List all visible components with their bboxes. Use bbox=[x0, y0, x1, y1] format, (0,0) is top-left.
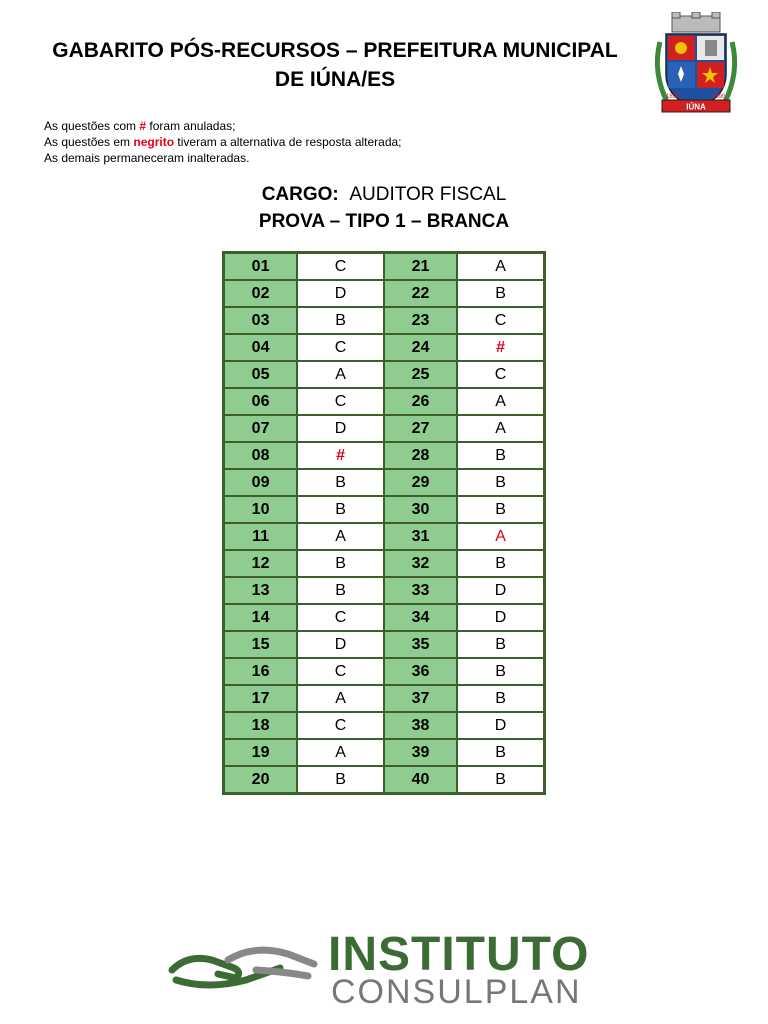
answer-cell: B bbox=[297, 577, 384, 604]
answer-cell: D bbox=[457, 577, 544, 604]
question-number: 09 bbox=[224, 469, 297, 496]
answer-cell: A bbox=[297, 523, 384, 550]
question-number: 17 bbox=[224, 685, 297, 712]
question-number: 30 bbox=[384, 496, 457, 523]
answer-cell: # bbox=[297, 442, 384, 469]
question-number: 07 bbox=[224, 415, 297, 442]
table-row bbox=[224, 469, 544, 496]
table-row bbox=[224, 550, 544, 577]
answer-cell: A bbox=[457, 415, 544, 442]
answer-cell: D bbox=[297, 280, 384, 307]
question-number: 23 bbox=[384, 307, 457, 334]
answer-cell: B bbox=[457, 496, 544, 523]
answer-cell: D bbox=[297, 631, 384, 658]
table-row bbox=[224, 415, 544, 442]
question-number: 19 bbox=[224, 739, 297, 766]
cargo-label: CARGO: bbox=[261, 184, 339, 205]
answer-cell: C bbox=[297, 253, 384, 280]
answer-cell: B bbox=[457, 469, 544, 496]
logo-text-consulplan: CONSULPLAN bbox=[331, 973, 582, 1011]
question-number: 40 bbox=[384, 766, 457, 793]
question-number: 21 bbox=[384, 253, 457, 280]
logo-text-instituto: INSTITUTO bbox=[328, 928, 590, 981]
bold-mark: negrito bbox=[133, 135, 175, 149]
answer-cell: C bbox=[297, 604, 384, 631]
question-number: 37 bbox=[384, 685, 457, 712]
title-line-1: GABARITO PÓS-RECURSOS – PREFEITURA MUNICIPAL bbox=[52, 39, 618, 62]
title-line-2: DE IÚNA/ES bbox=[274, 68, 396, 91]
question-number: 04 bbox=[224, 334, 297, 361]
answer-cell: B bbox=[457, 766, 544, 793]
table-row bbox=[224, 442, 544, 469]
question-number: 27 bbox=[384, 415, 457, 442]
crest-year-right: 1890 bbox=[712, 94, 726, 100]
question-number: 14 bbox=[224, 604, 297, 631]
answer-cell: B bbox=[297, 469, 384, 496]
note-annulled: As questões com # foram anuladas; bbox=[44, 119, 236, 133]
question-number: 15 bbox=[224, 631, 297, 658]
answer-cell: A bbox=[457, 388, 544, 415]
note-changed: As questões em negrito tiveram a alternativa de resposta alterada; bbox=[44, 135, 402, 149]
table-row bbox=[224, 739, 544, 766]
table-row bbox=[224, 685, 544, 712]
question-number: 22 bbox=[384, 280, 457, 307]
answer-cell: B bbox=[297, 496, 384, 523]
question-number: 29 bbox=[384, 469, 457, 496]
table-row bbox=[224, 577, 544, 604]
answer-cell: C bbox=[297, 658, 384, 685]
table-row bbox=[224, 658, 544, 685]
question-number: 13 bbox=[224, 577, 297, 604]
question-number: 18 bbox=[224, 712, 297, 739]
question-number: 01 bbox=[224, 253, 297, 280]
answer-cell: C bbox=[457, 361, 544, 388]
question-number: 34 bbox=[384, 604, 457, 631]
question-number: 39 bbox=[384, 739, 457, 766]
notes-block bbox=[44, 118, 402, 166]
table-row bbox=[224, 334, 544, 361]
table-row bbox=[224, 712, 544, 739]
crest-ribbon-text: IÚNA bbox=[686, 102, 706, 112]
hash-mark: # bbox=[139, 119, 147, 133]
handshake-icon bbox=[168, 940, 318, 992]
cargo-value: AUDITOR FISCAL bbox=[349, 184, 507, 205]
question-number: 25 bbox=[384, 361, 457, 388]
answer-cell: A bbox=[457, 523, 544, 550]
answer-cell: B bbox=[457, 658, 544, 685]
answer-cell: B bbox=[457, 280, 544, 307]
table-row bbox=[224, 496, 544, 523]
answer-cell: D bbox=[297, 415, 384, 442]
question-number: 03 bbox=[224, 307, 297, 334]
question-number: 11 bbox=[224, 523, 297, 550]
answer-cell: # bbox=[457, 334, 544, 361]
table-row bbox=[224, 604, 544, 631]
answer-cell: A bbox=[297, 739, 384, 766]
question-number: 38 bbox=[384, 712, 457, 739]
answer-cell: B bbox=[297, 307, 384, 334]
answer-key-table bbox=[222, 251, 546, 795]
table-row bbox=[224, 631, 544, 658]
question-number: 16 bbox=[224, 658, 297, 685]
answer-cell: D bbox=[457, 604, 544, 631]
answer-cell: B bbox=[457, 442, 544, 469]
question-number: 08 bbox=[224, 442, 297, 469]
table-row bbox=[224, 388, 544, 415]
answer-cell: B bbox=[297, 550, 384, 577]
answer-cell: B bbox=[457, 739, 544, 766]
question-number: 12 bbox=[224, 550, 297, 577]
question-number: 36 bbox=[384, 658, 457, 685]
question-number: 35 bbox=[384, 631, 457, 658]
answer-cell: C bbox=[297, 712, 384, 739]
municipal-crest-icon bbox=[648, 12, 744, 122]
answer-cell: B bbox=[457, 685, 544, 712]
prova-heading: PROVA – TIPO 1 – BRANCA bbox=[258, 211, 510, 232]
answer-cell: C bbox=[297, 388, 384, 415]
table-row bbox=[224, 280, 544, 307]
answer-cell: A bbox=[297, 361, 384, 388]
answer-cell: A bbox=[457, 253, 544, 280]
answer-cell: B bbox=[457, 631, 544, 658]
question-number: 32 bbox=[384, 550, 457, 577]
question-number: 20 bbox=[224, 766, 297, 793]
answer-cell: B bbox=[457, 550, 544, 577]
table-row bbox=[224, 307, 544, 334]
table-row bbox=[224, 766, 544, 793]
footer-logo bbox=[168, 930, 608, 1010]
question-number: 33 bbox=[384, 577, 457, 604]
page-title bbox=[20, 36, 650, 94]
question-number: 05 bbox=[224, 361, 297, 388]
question-number: 28 bbox=[384, 442, 457, 469]
answer-cell: B bbox=[297, 766, 384, 793]
question-number: 31 bbox=[384, 523, 457, 550]
cargo-heading bbox=[0, 184, 768, 206]
question-number: 24 bbox=[384, 334, 457, 361]
question-number: 02 bbox=[224, 280, 297, 307]
answer-cell: C bbox=[297, 334, 384, 361]
question-number: 26 bbox=[384, 388, 457, 415]
answer-cell: C bbox=[457, 307, 544, 334]
table-row bbox=[224, 253, 544, 280]
question-number: 06 bbox=[224, 388, 297, 415]
table-row bbox=[224, 523, 544, 550]
answer-cell: A bbox=[297, 685, 384, 712]
note-unchanged: As demais permaneceram inalteradas. bbox=[44, 151, 250, 165]
answer-cell: D bbox=[457, 712, 544, 739]
table-row bbox=[224, 361, 544, 388]
question-number: 10 bbox=[224, 496, 297, 523]
crest-year-left: 1890 bbox=[666, 94, 680, 100]
